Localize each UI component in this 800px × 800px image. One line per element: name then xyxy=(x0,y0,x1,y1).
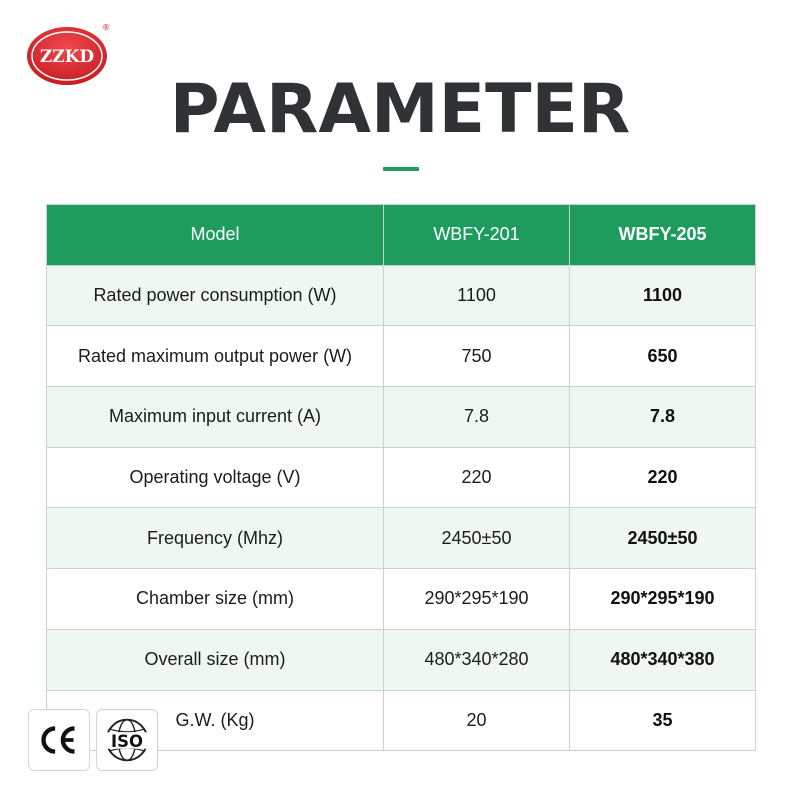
header-wbfy-201: WBFY-201 xyxy=(384,205,570,266)
row-label: Rated power consumption (W) xyxy=(47,265,384,326)
table-row xyxy=(47,508,756,569)
svg-text:®: ® xyxy=(102,23,110,32)
row-label: G.W. (Kg) xyxy=(47,690,384,751)
row-label: Chamber size (mm) xyxy=(47,569,384,630)
header-wbfy-205: WBFY-205 xyxy=(570,205,756,266)
row-label: Rated maximum output power (W) xyxy=(47,326,384,387)
row-label: Operating voltage (V) xyxy=(47,447,384,508)
row-label: Overall size (mm) xyxy=(47,629,384,690)
wbfy-205-value: 290*295*190 xyxy=(570,569,756,630)
page-title: PARAMETER xyxy=(169,70,631,149)
parameter-table xyxy=(46,204,756,751)
wbfy-201-value: 2450±50 xyxy=(384,508,570,569)
iso-mark-icon xyxy=(96,709,158,771)
wbfy-201-value: 750 xyxy=(384,326,570,387)
table-row xyxy=(47,569,756,630)
table-row xyxy=(47,629,756,690)
title-underline xyxy=(383,167,419,171)
table-row xyxy=(47,265,756,326)
logo-text: ZZKD xyxy=(39,47,95,67)
row-label: Maximum input current (A) xyxy=(47,387,384,448)
table-row xyxy=(47,387,756,448)
wbfy-205-value: 220 xyxy=(570,447,756,508)
wbfy-201-value: 7.8 xyxy=(384,387,570,448)
wbfy-201-value: 480*340*280 xyxy=(384,629,570,690)
wbfy-205-value: 2450±50 xyxy=(570,508,756,569)
wbfy-201-value: 1100 xyxy=(384,265,570,326)
wbfy-201-value: 220 xyxy=(384,447,570,508)
wbfy-201-value: 290*295*190 xyxy=(384,569,570,630)
svg-text:ISO: ISO xyxy=(111,731,143,751)
wbfy-205-value: 7.8 xyxy=(570,387,756,448)
row-label: Frequency (Mhz) xyxy=(47,508,384,569)
wbfy-205-value: 1100 xyxy=(570,265,756,326)
table-row xyxy=(47,326,756,387)
wbfy-201-value: 20 xyxy=(384,690,570,751)
wbfy-205-value: 35 xyxy=(570,690,756,751)
table-row xyxy=(47,447,756,508)
wbfy-205-value: 480*340*380 xyxy=(570,629,756,690)
ce-mark-icon xyxy=(28,709,90,771)
wbfy-205-value: 650 xyxy=(570,326,756,387)
header-model: Model xyxy=(47,205,384,266)
table-header-row xyxy=(47,205,756,266)
